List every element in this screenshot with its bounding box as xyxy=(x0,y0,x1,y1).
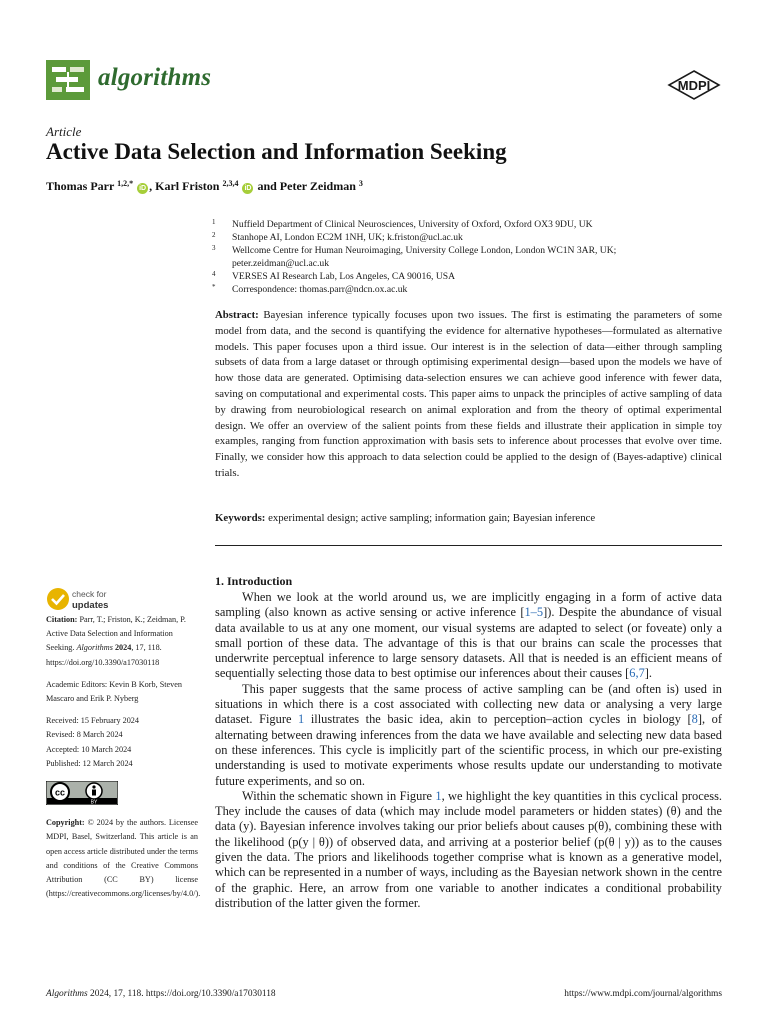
keywords-text: experimental design; active sampling; information gain; Bayesian inference xyxy=(268,512,596,524)
mdpi-logo-icon[interactable] xyxy=(667,70,721,100)
footer-url[interactable]: https://www.mdpi.com/journal/algorithms xyxy=(564,989,722,999)
author-list: Thomas Parr $^{1,2,*}$ iD , Karl Friston $^{2,3,4}$ iD and Peter Zeidman $^3$ xyxy=(46,179,363,193)
abstract xyxy=(215,308,722,482)
citation-link[interactable]: 6,7 xyxy=(629,666,645,681)
affiliation-item: 4 VERSES AI Research Lab, Los Angeles, CA 90016, USA xyxy=(212,270,456,282)
citation-journal: Algorithms xyxy=(76,643,113,653)
citation-link[interactable]: 1–5 xyxy=(524,605,544,620)
orcid-icon[interactable]: iD xyxy=(139,185,147,192)
citation-block: Citation: Parr, T.; Friston, K.; Zeidman, P. Active Data Selection and Information Seeking. Algorithms 2024, 17, 118. https://doi.org/10.3390/a17030118 xyxy=(46,615,186,667)
correspondence: * Correspondence: thomas.parr@ndcn.ox.ac.uk xyxy=(212,283,408,295)
copyright-text: © 2024 by the authors. Licensee MDPI, Basel, Switzerland. This article is an open access article distributed under the terms and conditions of the Creative Commons Attribution (CC BY) license (https://creativecommons.org/licenses/by/4.0/). xyxy=(46,818,201,899)
svg-text:cc: cc xyxy=(54,787,66,798)
corresponding-mark: * xyxy=(129,179,134,188)
paragraph: When we look at the world around us, we are implicitly engaging in a form of active data sampling (also known as active sensing or active inference [1–5]). Despite the abundance of visual data available to us at any one moment, our visual systems are adapted to select (or foveate) only a small portion of these data. The advantage of this is that our brains can scale the processes that underwrite perceptual inference to large sensory datasets. All that is needed is an efficient means of sequentially selecting those data to best optimise our inferences about their causes [6,7]. xyxy=(215,590,723,681)
affiliation-item: 1 Nuffield Department of Clinical Neurosciences, University of Oxford, Oxford OX3 9DU, UK xyxy=(212,218,593,230)
affiliation-item: 2 Stanhope AI, London EC2M 1NH, UK; k.friston@ucl.ac.uk xyxy=(212,231,463,243)
revised-date: Revised: 8 March 2024 xyxy=(46,730,123,740)
affiliation-item: 3 Wellcome Centre for Human Neuroimaging, University College London, London WC1N 3AR, UK; xyxy=(212,244,617,256)
published-date: Published: 12 March 2024 xyxy=(46,758,133,768)
author-affiliation-marks: 3 xyxy=(358,179,363,188)
paragraph: Within the schematic shown in Figure 1, we highlight the key quantities in this cyclical process. They include the causes of data (which may include model parameters or hidden states) (θ) and the data (y). Bayesian inference involves taking our prior beliefs about causes p(θ), combining these with the likelihood (p(y | θ)) of observed data, and arriving at a posterior belief (p(θ | y)) as to the causes given the data. The priors and likelihoods together comprise what is known as a generative model, which can be represented in a number of ways, including as the Bayesian network shown in the centre of the graphic. Here, an arrow from one variable to another indicates a conditional probability distribution of the latter given the former. xyxy=(215,788,722,910)
abstract-text: Bayesian inference typically focuses upon two issues. The first is estimating the parameters of some model from data, and the second is quantifying the evidence for alternative hypotheses—formulated as alternative models. This paper focuses upon a third issue. Our interest is in the selection of data—either through sampling subsets of data from a large dataset or through optimising experimental design—based upon the models we have of how those data are generated. Optimising data-selection ensures we can achieve good inference with fewer data, saving on computational and experimental costs. This paper aims to unpack the principles of active sampling of data by drawing from neurobiological research on animal exploration and from the theory of optimal experimental design. We offer an overview of the salient points from these fields and illustrate their application in simple toy examples, ranging from function approximation with basis sets to inference about processes that evolve over time. Finally, we consider how this approach to data selection could be applied to the design of (Bayes-adaptive) clinical trials. xyxy=(215,309,722,479)
received-date: Received: 15 February 2024 xyxy=(46,716,139,726)
citation-link[interactable]: 8 xyxy=(691,712,698,727)
academic-editors: Academic Editors: Kevin B Korb, Steven Mascaro and Erik P. Nyberg xyxy=(46,679,182,704)
footer-journal: Algorithms xyxy=(46,989,88,999)
divider xyxy=(215,545,722,546)
affiliations xyxy=(212,218,722,296)
figure-link[interactable]: 1 xyxy=(298,712,305,727)
sidebar xyxy=(46,613,201,901)
section-body xyxy=(215,590,722,911)
copyright-label: Copyright: xyxy=(46,818,85,828)
keywords xyxy=(215,512,722,524)
cc-by-license-icon[interactable] xyxy=(46,781,118,805)
author-affiliation-marks: 1,2, xyxy=(117,179,130,188)
author-affiliation-marks: 2,3,4 xyxy=(222,179,239,188)
figure-link[interactable]: 1 xyxy=(435,788,442,803)
orcid-icon[interactable]: iD xyxy=(244,185,252,192)
page-title: Active Data Selection and Information Seeking xyxy=(46,139,507,164)
affiliation-item: peter.zeidman@ucl.ac.uk xyxy=(232,258,330,269)
dates-block xyxy=(46,714,198,771)
copyright-block xyxy=(46,816,201,901)
citation-doi[interactable]: , 17, 118. https://doi.org/10.3390/a17030118 xyxy=(46,643,162,667)
citation-year: 2024 xyxy=(114,643,132,653)
author-joiner-and: and xyxy=(257,179,277,193)
footer-citation xyxy=(46,989,276,999)
cc-by-label: BY xyxy=(90,799,98,806)
algorithms-logo-icon xyxy=(46,60,90,100)
article-type: Article xyxy=(46,124,82,139)
author-name[interactable]: Thomas Parr xyxy=(46,179,115,193)
footer-doi[interactable]: 2024, 17, 118. https://doi.org/10.3390/a17030118 xyxy=(90,989,276,999)
author-name[interactable]: Peter Zeidman xyxy=(279,179,356,193)
accepted-date: Accepted: 10 March 2024 xyxy=(46,744,132,754)
paragraph: This paper suggests that the same process of active sampling can be (and often is) used in situations in which there is a cost associated with collecting new data or analysing a very large dataset. Figure 1 illustrates the basic idea, akin to perception–action cycles in biology [8], of alternating between drawing inferences from the data we have available and selecting new data based on these inferences. This cycle is implicitly part of the scientific process, in which our pre-existing understanding is used to motivate experiments whose results update our understanding to motivate future experiments, and so on. xyxy=(215,681,722,788)
check-updates-line2: updates xyxy=(72,600,109,611)
check-for-updates-button[interactable] xyxy=(46,586,146,612)
section-heading: 1. Introduction xyxy=(215,574,293,588)
author-name[interactable]: Karl Friston xyxy=(155,179,220,193)
journal-name[interactable]: algorithms xyxy=(98,64,212,91)
mdpi-logo-text: MDPI xyxy=(677,78,711,93)
abstract-label: Abstract: xyxy=(215,309,259,321)
citation-label: Citation: xyxy=(46,615,78,624)
check-updates-line1: check for xyxy=(72,589,107,599)
keywords-label: Keywords: xyxy=(215,512,266,524)
